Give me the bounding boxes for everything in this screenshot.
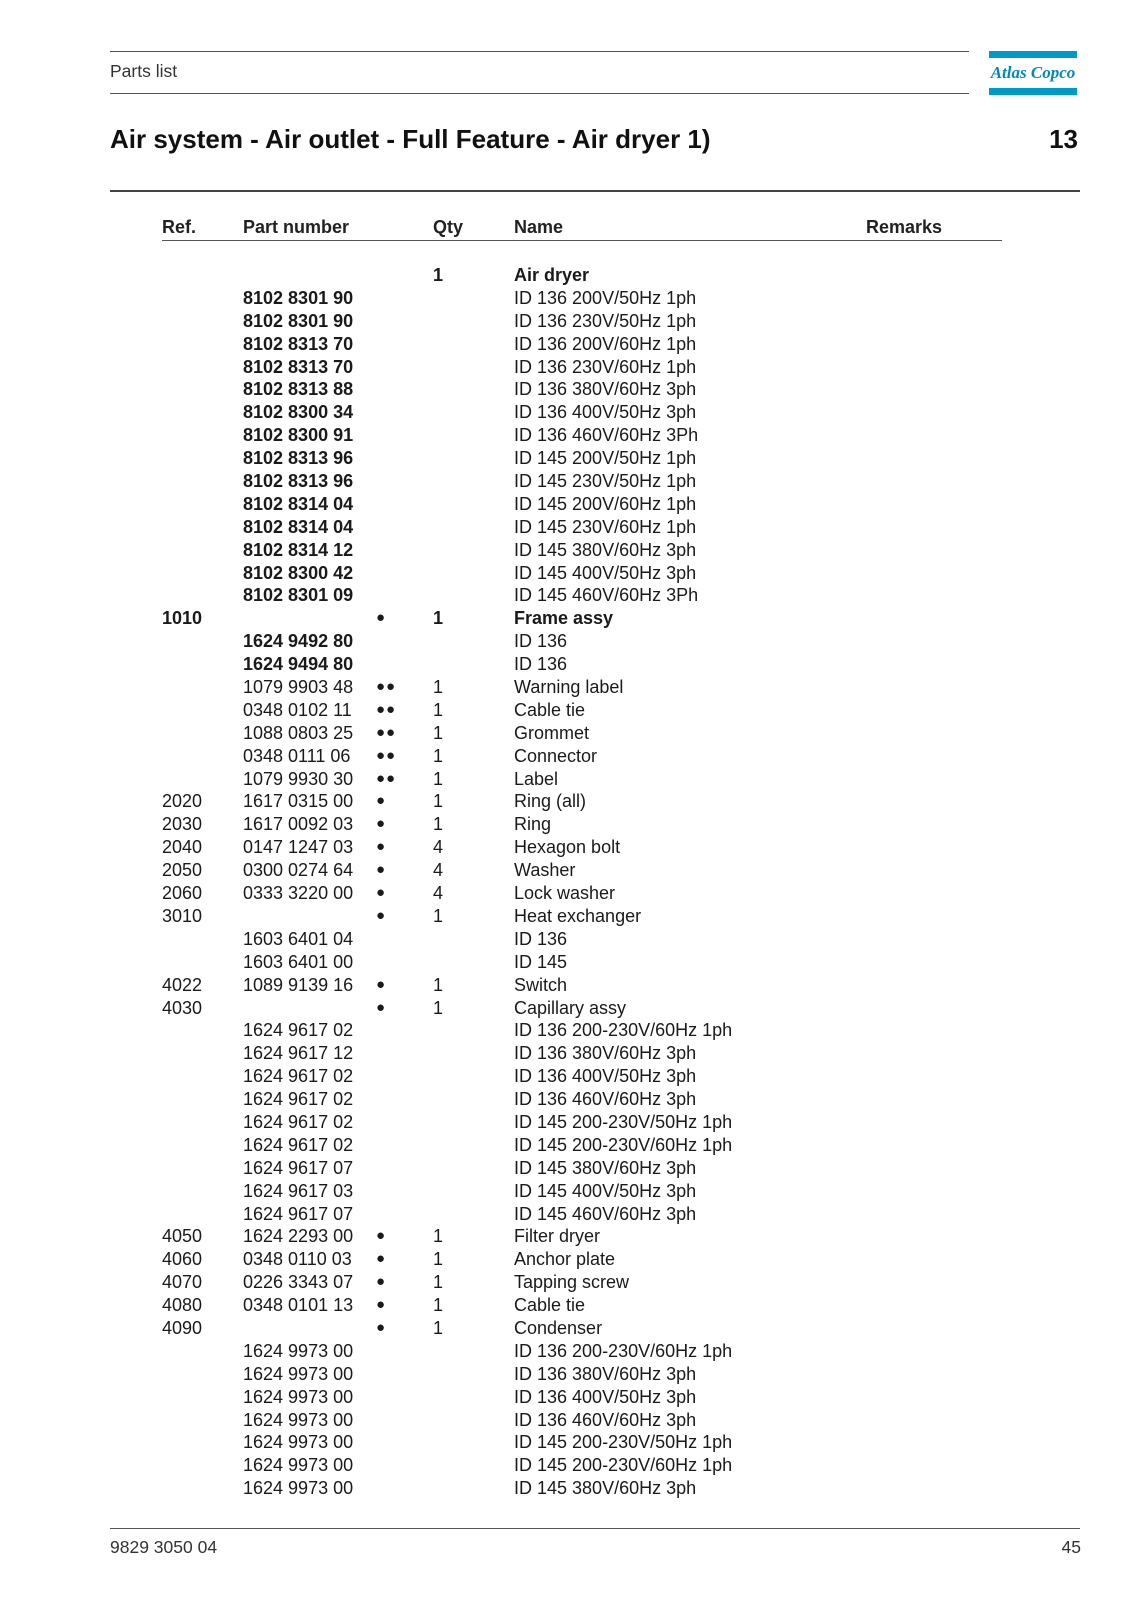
level-dots: ●	[376, 884, 387, 902]
name-cell: ID 145 200V/50Hz 1ph	[514, 448, 697, 469]
part-number-cell: 1624 9617 02	[243, 1066, 354, 1087]
part-number-cell: 1624 9617 07	[243, 1157, 354, 1178]
qty-cell: 1	[433, 997, 444, 1018]
qty-cell: 1	[433, 745, 444, 766]
qty-cell: 1	[433, 814, 444, 835]
table-row	[0, 1294, 1131, 1317]
level-dots: ●	[376, 1273, 387, 1291]
page-number: 45	[1061, 1537, 1081, 1557]
col-header-qty: Qty	[433, 217, 464, 237]
part-number-cell: 0348 0110 03	[243, 1249, 352, 1270]
level-dots: ●	[376, 1227, 387, 1245]
table-row	[0, 722, 1131, 745]
name-cell: ID 136	[514, 654, 568, 675]
qty-cell: 1	[433, 1317, 444, 1338]
qty-cell: 1	[433, 722, 444, 743]
part-number-cell: 1624 9617 02	[243, 1089, 354, 1110]
name-cell: Hexagon bolt	[514, 837, 621, 858]
table-row	[0, 768, 1131, 791]
table-row	[0, 1203, 1131, 1226]
footer-rule	[110, 1528, 1080, 1529]
table-row	[0, 790, 1131, 813]
name-cell: Grommet	[514, 722, 590, 743]
ref-cell: 4050	[162, 1226, 203, 1247]
qty-cell: 1	[433, 791, 444, 812]
ref-cell: 2040	[162, 837, 203, 858]
name-cell: ID 145 200-230V/60Hz 1ph	[514, 1455, 733, 1476]
ref-cell: 4060	[162, 1249, 203, 1270]
name-cell: ID 136 400V/50Hz 3ph	[514, 1066, 697, 1087]
table-row	[0, 974, 1131, 997]
name-cell: Lock washer	[514, 883, 616, 904]
name-cell: ID 136 200-230V/60Hz 1ph	[514, 1340, 733, 1361]
name-cell: ID 145 460V/60Hz 3ph	[514, 1203, 697, 1224]
table-row	[0, 424, 1131, 447]
name-cell: ID 145 460V/60Hz 3Ph	[514, 585, 699, 606]
name-cell: ID 145 230V/60Hz 1ph	[514, 516, 697, 537]
table-row	[0, 1386, 1131, 1409]
part-number-cell: 1624 9973 00	[243, 1478, 354, 1499]
part-number-cell: 1624 2293 00	[243, 1226, 354, 1247]
ref-cell: 4070	[162, 1272, 203, 1293]
ref-cell: 2060	[162, 883, 203, 904]
name-cell: Capillary assy	[514, 997, 627, 1018]
table-row	[0, 1088, 1131, 1111]
qty-cell: 4	[433, 883, 444, 904]
part-number-cell: 1617 0092 03	[243, 814, 354, 835]
section-number: 13	[1049, 124, 1078, 154]
table-row	[0, 1454, 1131, 1477]
name-cell: ID 145 400V/50Hz 3ph	[514, 1180, 697, 1201]
table-row	[0, 356, 1131, 379]
name-cell: Connector	[514, 745, 598, 766]
part-number-cell: 8102 8300 42	[243, 562, 354, 583]
name-cell: ID 136 400V/50Hz 3ph	[514, 1386, 697, 1407]
name-cell: ID 145 200-230V/50Hz 1ph	[514, 1432, 733, 1453]
col-header-ref: Ref.	[162, 217, 197, 237]
table-row	[0, 378, 1131, 401]
col-header-part-number: Part number	[243, 217, 350, 237]
part-number-cell: 8102 8313 96	[243, 448, 354, 469]
table-row	[0, 607, 1131, 630]
name-cell: ID 145 200-230V/50Hz 1ph	[514, 1111, 733, 1132]
part-number-cell: 1624 9973 00	[243, 1455, 354, 1476]
qty-cell: 4	[433, 860, 444, 881]
qty-cell: 1	[433, 608, 444, 629]
ref-cell: 2050	[162, 860, 203, 881]
col-header-name: Name	[514, 217, 564, 237]
name-cell: Air dryer	[514, 265, 590, 285]
name-cell: Label	[514, 768, 559, 789]
table-row	[0, 1134, 1131, 1157]
level-dots: ●	[376, 906, 387, 924]
ref-cell: 4090	[162, 1317, 203, 1338]
table-row	[0, 1248, 1131, 1271]
name-cell: ID 145 380V/60Hz 3ph	[514, 1478, 697, 1499]
name-cell: ID 136 380V/60Hz 3ph	[514, 1043, 697, 1064]
name-cell: Ring (all)	[514, 791, 587, 812]
qty-cell: 1	[433, 1295, 444, 1316]
part-number-cell: 1624 9617 02	[243, 1111, 354, 1132]
level-dots: ●●	[376, 746, 397, 764]
level-dots: ●	[376, 1250, 387, 1268]
table-row	[0, 493, 1131, 516]
document-number: 9829 3050 04	[110, 1537, 218, 1557]
part-number-cell: 0333 3220 00	[243, 883, 354, 904]
table-row	[0, 562, 1131, 585]
qty-cell: 1	[433, 905, 444, 926]
table-row	[0, 1111, 1131, 1134]
name-cell: ID 136 380V/60Hz 3ph	[514, 379, 697, 400]
table-row	[0, 836, 1131, 859]
table-row	[0, 1271, 1131, 1294]
qty-cell: 1	[433, 699, 444, 720]
part-number-cell: 0348 0102 11	[243, 699, 352, 720]
name-cell: ID 145 200V/60Hz 1ph	[514, 493, 697, 514]
level-dots: ●	[376, 815, 387, 833]
ref-cell: 4022	[162, 974, 203, 995]
part-number-cell: 1089 9139 16	[243, 974, 354, 995]
level-dots: ●	[376, 998, 387, 1016]
table-row	[0, 401, 1131, 424]
part-number-cell: 8102 8301 09	[243, 585, 354, 606]
header-label: Parts list	[110, 61, 178, 81]
name-cell: Condenser	[514, 1317, 603, 1338]
table-row	[0, 1019, 1131, 1042]
qty-cell: 4	[433, 837, 444, 858]
table-row	[0, 859, 1131, 882]
name-cell: Heat exchanger	[514, 905, 642, 926]
name-cell: ID 136	[514, 631, 568, 652]
name-cell: Filter dryer	[514, 1226, 601, 1247]
name-cell: Warning label	[514, 677, 624, 698]
name-cell: Frame assy	[514, 608, 614, 629]
part-number-cell: 8102 8300 34	[243, 402, 354, 423]
title-rule	[110, 190, 1080, 192]
qty-cell: 1	[433, 677, 444, 698]
atlas-copco-logo	[989, 51, 1077, 95]
table-row	[0, 745, 1131, 768]
col-header-remarks: Remarks	[866, 217, 943, 237]
table-row	[0, 1317, 1131, 1340]
name-cell: ID 136 200V/60Hz 1ph	[514, 333, 697, 354]
part-number-cell: 8102 8301 90	[243, 287, 354, 308]
part-number-cell: 1624 9973 00	[243, 1386, 354, 1407]
part-number-cell: 1624 9494 80	[243, 654, 354, 675]
table-row	[0, 699, 1131, 722]
level-dots: ●	[376, 1296, 387, 1314]
name-cell: ID 145 380V/60Hz 3ph	[514, 1157, 697, 1178]
table-row	[0, 653, 1131, 676]
name-cell: ID 136 380V/60Hz 3ph	[514, 1363, 697, 1384]
part-number-cell: 0348 0111 06	[243, 745, 351, 766]
page-title: Air system - Air outlet - Full Feature - Air dryer 1)	[110, 124, 711, 154]
part-number-cell: 1624 9617 12	[243, 1043, 354, 1064]
qty-cell: 1	[433, 768, 444, 789]
name-cell: Cable tie	[514, 699, 586, 720]
part-number-cell: 1617 0315 00	[243, 791, 354, 812]
table-row	[0, 1431, 1131, 1454]
part-number-cell: 8102 8300 91	[243, 425, 354, 446]
table-row	[0, 516, 1131, 539]
table-row	[0, 447, 1131, 470]
table-row	[0, 1157, 1131, 1180]
qty-cell: 1	[433, 1226, 444, 1247]
level-dots: ●	[376, 792, 387, 810]
level-dots: ●	[376, 975, 387, 993]
table-row	[0, 470, 1131, 493]
part-number-cell: 1624 9617 02	[243, 1020, 354, 1041]
ref-cell: 3010	[162, 905, 203, 926]
part-number-cell: 1624 9617 07	[243, 1203, 354, 1224]
part-number-cell: 1079 9903 48	[243, 677, 354, 698]
column-header-rule	[162, 240, 1002, 241]
part-number-cell: 0226 3343 07	[243, 1272, 354, 1293]
part-number-cell: 0300 0274 64	[243, 860, 354, 881]
level-dots: ●	[376, 1318, 387, 1336]
level-dots: ●	[376, 838, 387, 856]
name-cell: ID 145 230V/50Hz 1ph	[514, 471, 697, 492]
name-cell: ID 136 460V/60Hz 3Ph	[514, 425, 699, 446]
part-number-cell: 1624 9973 00	[243, 1432, 354, 1453]
name-cell: ID 145 400V/50Hz 3ph	[514, 562, 697, 583]
table-row	[0, 1065, 1131, 1088]
ref-cell: 2030	[162, 814, 203, 835]
name-cell: ID 136 460V/60Hz 3ph	[514, 1089, 697, 1110]
table-row	[0, 539, 1131, 562]
level-dots: ●	[376, 609, 387, 627]
level-dots: ●	[376, 861, 387, 879]
name-cell: ID 136 230V/60Hz 1ph	[514, 356, 697, 377]
table-row	[0, 1340, 1131, 1363]
part-number-cell: 1624 9492 80	[243, 631, 354, 652]
name-cell: ID 136	[514, 928, 568, 949]
level-dots: ●●	[376, 678, 397, 696]
part-number-cell: 1603 6401 00	[243, 951, 354, 972]
part-number-cell: 8102 8314 04	[243, 516, 354, 537]
name-cell: ID 136 200V/50Hz 1ph	[514, 287, 697, 308]
name-cell: Tapping screw	[514, 1272, 630, 1293]
header-bottom-rule	[110, 93, 969, 94]
table-row	[0, 951, 1131, 974]
part-number-cell: 1079 9930 30	[243, 768, 354, 789]
ref-cell: 2020	[162, 791, 203, 812]
part-number-cell: 0348 0101 13	[243, 1295, 354, 1316]
table-row	[0, 630, 1131, 653]
table-row	[0, 287, 1131, 310]
part-number-cell: 1624 9973 00	[243, 1340, 354, 1361]
table-row	[0, 1409, 1131, 1432]
part-number-cell: 8102 8301 90	[243, 310, 354, 331]
table-row	[0, 676, 1131, 699]
table-row	[0, 905, 1131, 928]
name-cell: ID 136 200-230V/60Hz 1ph	[514, 1020, 733, 1041]
table-row	[0, 1477, 1131, 1500]
part-number-cell: 8102 8313 70	[243, 356, 354, 377]
ref-cell: 4080	[162, 1295, 203, 1316]
level-dots: ●●	[376, 723, 397, 741]
qty-cell: 1	[433, 1272, 444, 1293]
table-row	[0, 813, 1131, 836]
table-row	[0, 1042, 1131, 1065]
table-row	[0, 928, 1131, 951]
part-number-cell: 8102 8313 70	[243, 333, 354, 354]
level-dots: ●●	[376, 700, 397, 718]
part-number-cell: 1624 9973 00	[243, 1363, 354, 1384]
part-number-cell: 1624 9617 02	[243, 1134, 354, 1155]
name-cell: Cable tie	[514, 1295, 586, 1316]
qty-cell: 1	[433, 1249, 444, 1270]
table-row	[0, 310, 1131, 333]
part-number-cell: 8102 8314 04	[243, 493, 354, 514]
table-row	[0, 1180, 1131, 1203]
part-number-cell: 8102 8313 96	[243, 471, 354, 492]
part-number-cell: 8102 8314 12	[243, 539, 354, 560]
table-row	[0, 333, 1131, 356]
table-row	[0, 882, 1131, 905]
ref-cell: 4030	[162, 997, 203, 1018]
name-cell: ID 145 380V/60Hz 3ph	[514, 539, 697, 560]
level-dots: ●●	[376, 769, 397, 787]
name-cell: ID 145	[514, 951, 568, 972]
parts-table	[0, 264, 1131, 1500]
qty-cell: 1	[433, 974, 444, 995]
part-number-cell: 1624 9617 03	[243, 1180, 354, 1201]
name-cell: Ring	[514, 814, 552, 835]
name-cell: ID 136 400V/50Hz 3ph	[514, 402, 697, 423]
name-cell: ID 145 200-230V/60Hz 1ph	[514, 1134, 733, 1155]
table-row	[0, 997, 1131, 1020]
part-number-cell: 1624 9973 00	[243, 1409, 354, 1430]
table-row	[0, 1363, 1131, 1386]
name-cell: ID 136 460V/60Hz 3ph	[514, 1409, 697, 1430]
table-row	[0, 584, 1131, 607]
table-row	[0, 1225, 1131, 1248]
name-cell: Anchor plate	[514, 1249, 616, 1270]
name-cell: Washer	[514, 860, 576, 881]
qty-cell: 1	[433, 265, 444, 285]
name-cell: ID 136 230V/50Hz 1ph	[514, 310, 697, 331]
header-top-rule	[110, 51, 969, 52]
part-number-cell: 8102 8313 88	[243, 379, 354, 400]
part-number-cell: 1088 0803 25	[243, 722, 354, 743]
name-cell: Switch	[514, 974, 568, 995]
part-number-cell: 0147 1247 03	[243, 837, 354, 858]
part-number-cell: 1603 6401 04	[243, 928, 354, 949]
logo-text: Atlas Copco	[990, 63, 1076, 82]
table-row	[0, 264, 1131, 287]
ref-cell: 1010	[162, 608, 203, 629]
